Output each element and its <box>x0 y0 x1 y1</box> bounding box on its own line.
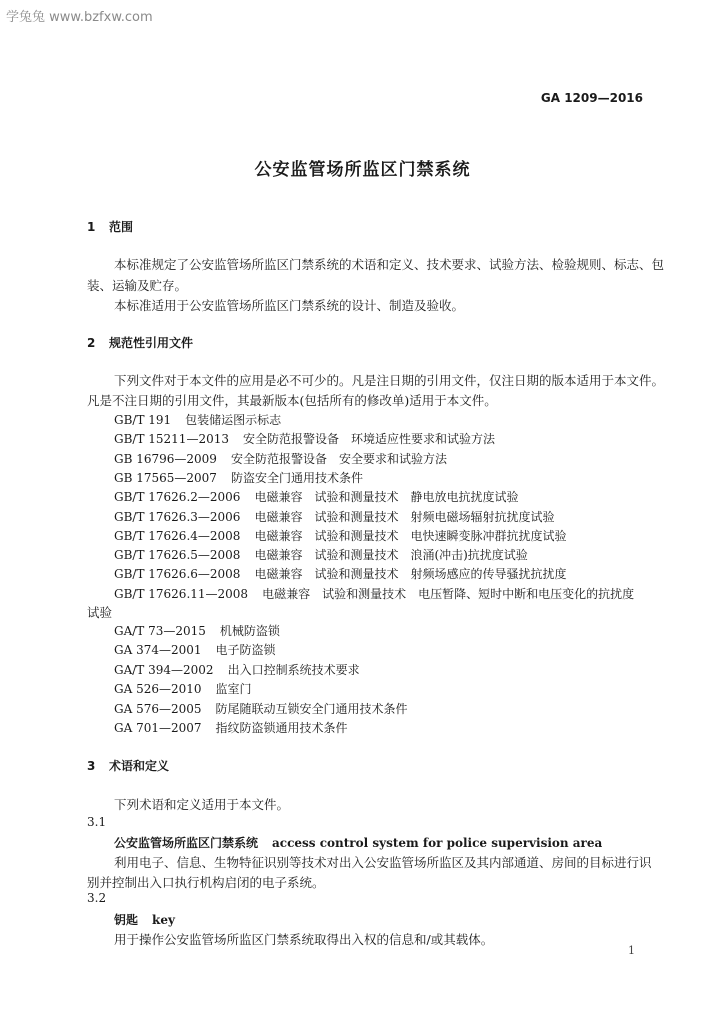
reference-item <box>114 680 252 697</box>
reference-code: GB/T 17626.2—2006 <box>114 490 241 505</box>
reference-item <box>114 565 566 582</box>
reference-code: GB/T 17626.11—2008 <box>114 586 249 601</box>
reference-code: GB 16796—2009 <box>114 451 217 466</box>
reference-item <box>114 411 281 428</box>
paragraph: 本标准规定了公安监管场所监区门禁系统的术语和定义、技术要求、试验方法、检验规则、标志、包 <box>114 257 665 272</box>
reference-item <box>114 450 447 467</box>
section-number: 2 <box>87 336 96 350</box>
reference-code: GA 374—2001 <box>114 643 202 658</box>
reference-wrap: 试验 <box>87 605 113 620</box>
section-number: 3 <box>87 759 96 773</box>
reference-item <box>114 508 554 525</box>
reference-title: 安全防范报警设备 环境适应性要求和试验方法 <box>242 432 495 447</box>
reference-title: 监室门 <box>215 682 252 697</box>
term-en: key <box>152 913 175 927</box>
term-heading <box>114 911 175 928</box>
reference-title: 电磁兼容 试验和测量技术 静电放电抗扰度试验 <box>254 490 519 505</box>
reference-code: GB/T 17626.4—2008 <box>114 528 241 543</box>
paragraph: 下列文件对于本文件的应用是必不可少的。凡是注日期的引用文件，仅注日期的版本适用于本文件。 <box>114 373 665 388</box>
reference-title: 电磁兼容 试验和测量技术 射频电磁场辐射抗扰度试验 <box>254 509 555 524</box>
paragraph: 下列术语和定义适用于本文件。 <box>114 797 290 812</box>
reference-code: GB/T 17626.6—2008 <box>114 567 241 582</box>
reference-code: GA/T 73—2015 <box>114 624 206 638</box>
reference-code: GA 576—2005 <box>114 701 202 716</box>
reference-title: 出入口控制系统技术要求 <box>227 662 360 677</box>
reference-title: 机械防盗锁 <box>219 624 280 638</box>
reference-title: 防盗安全门通用技术条件 <box>230 470 363 485</box>
section-title: 规范性引用文件 <box>109 336 194 350</box>
reference-item <box>114 622 280 639</box>
term-number: 3.2 <box>87 891 107 905</box>
reference-item <box>114 719 348 736</box>
reference-code: GA 526—2010 <box>114 682 202 697</box>
reference-title: 防尾随联动互锁安全门通用技术条件 <box>215 701 408 716</box>
reference-code: GB/T 191 <box>114 413 172 427</box>
reference-item <box>114 430 495 447</box>
reference-title: 包装储运图示标志 <box>185 413 282 427</box>
reference-code: GB/T 17626.5—2008 <box>114 548 241 563</box>
paragraph: 凡是不注日期的引用文件，其最新版本(包括所有的修改单)适用于本文件。 <box>87 393 497 408</box>
reference-title: 电磁兼容 试验和测量技术 射频场感应的传导骚扰抗扰度 <box>254 567 567 582</box>
term-definition: 用于操作公安监管场所监区门禁系统取得出入权的信息和/或其载体。 <box>114 932 494 947</box>
term-heading <box>114 834 602 851</box>
document-title: 公安监管场所监区门禁系统 <box>254 160 471 180</box>
section-title: 范围 <box>109 220 134 234</box>
reference-title: 指纹防盗锁通用技术条件 <box>215 721 348 735</box>
reference-item <box>114 546 528 563</box>
reference-item <box>114 700 408 717</box>
term-cn: 钥匙 <box>114 913 139 927</box>
reference-code: GB/T 17626.3—2006 <box>114 509 241 524</box>
reference-title: 电磁兼容 试验和测量技术 浪涌(冲击)抗扰度试验 <box>254 548 528 563</box>
reference-item <box>114 469 363 486</box>
section-title: 术语和定义 <box>109 759 170 773</box>
section-number: 1 <box>87 220 96 234</box>
section-1-heading <box>87 218 133 235</box>
reference-title: 电磁兼容 试验和测量技术 电压暂降、短时中断和电压变化的抗扰度 <box>262 586 635 601</box>
section-2-heading <box>87 334 193 351</box>
reference-title: 电磁兼容 试验和测量技术 电快速瞬变脉冲群抗扰度试验 <box>254 528 567 543</box>
term-definition: 利用电子、信息、生物特征识别等技术对出入公安监管场所监区及其内部通道、房间的目标进行识 <box>114 855 652 870</box>
reference-code: GB 17565—2007 <box>114 470 217 485</box>
section-3-heading <box>87 757 169 774</box>
reference-item <box>114 488 518 505</box>
reference-item <box>114 641 276 658</box>
page-number: 1 <box>628 944 635 957</box>
paragraph: 本标准适用于公安监管场所监区门禁系统的设计、制造及验收。 <box>114 298 465 313</box>
watermark: 学兔兔 www.bzfxw.com <box>6 10 153 25</box>
standard-number: GA 1209—2016 <box>540 91 643 105</box>
reference-item <box>114 527 566 544</box>
term-number: 3.1 <box>87 815 107 829</box>
paragraph: 装、运输及贮存。 <box>87 278 188 293</box>
reference-title: 电子防盗锁 <box>215 643 276 658</box>
reference-title: 安全防范报警设备 安全要求和试验方法 <box>230 451 447 466</box>
term-definition: 别并控制出入口执行机构启闭的电子系统。 <box>87 875 325 890</box>
reference-item <box>114 661 360 678</box>
reference-code: GB/T 15211—2013 <box>114 432 229 447</box>
reference-item <box>114 585 634 602</box>
term-cn: 公安监管场所监区门禁系统 <box>114 836 259 850</box>
reference-code: GA/T 394—2002 <box>114 662 214 677</box>
reference-code: GA 701—2007 <box>114 721 202 735</box>
term-en: access control system for police supervision area <box>272 836 603 850</box>
